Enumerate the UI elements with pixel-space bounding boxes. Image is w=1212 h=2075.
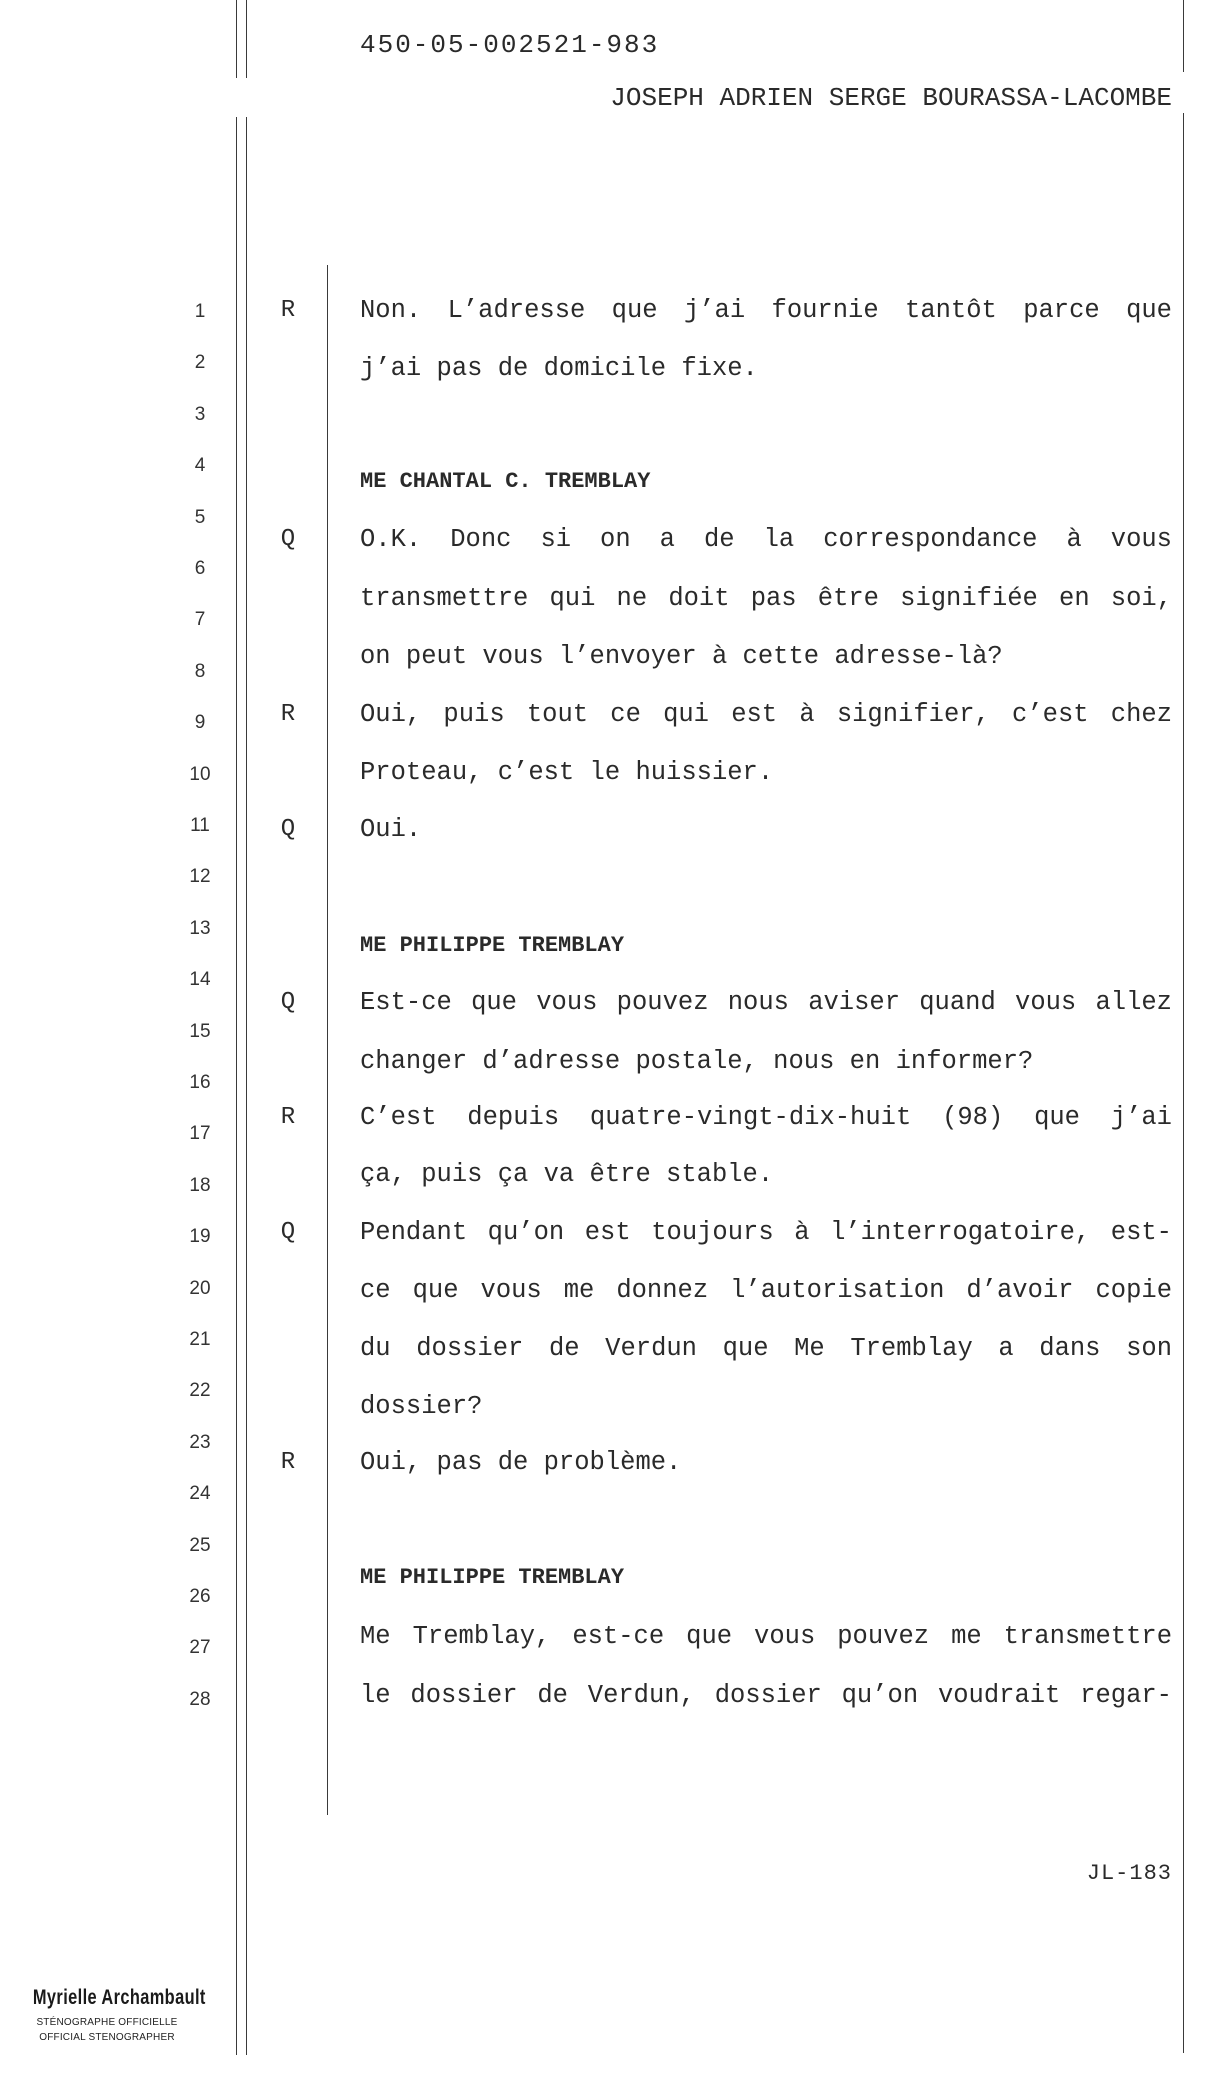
question-marker: Q [280, 816, 296, 843]
line-number: 17 [189, 1123, 211, 1145]
line-number: 27 [189, 1637, 211, 1659]
left-margin-rule-outer-top [236, 0, 237, 78]
transcript-line: changer d’adresse postale, nous en informer? [360, 1047, 1034, 1076]
stenographer-stamp [12, 1985, 206, 2045]
question-marker: Q [280, 526, 296, 553]
stenographer-title-fr: STÉNOGRAPHE OFFICIELLE [36, 2017, 178, 2028]
speaker-column-rule [327, 265, 328, 1815]
line-number: 18 [189, 1174, 211, 1196]
line-number: 20 [189, 1277, 211, 1299]
transcript-line: on peut vous l’envoyer à cette adresse-là? [360, 642, 1003, 671]
transcript-line: du dossier de Verdun que Me Tremblay a dans son [360, 1334, 1172, 1363]
line-number: 2 [194, 352, 206, 374]
line-number: 25 [189, 1534, 211, 1556]
line-number: 19 [189, 1226, 211, 1248]
answer-marker: R [280, 1449, 296, 1476]
transcript-line: Me Tremblay, est-ce que vous pouvez me transmettre [360, 1622, 1172, 1651]
transcript-line: Oui, puis tout ce qui est à signifier, c’est chez [360, 700, 1172, 729]
speaker-heading: ME PHILIPPE TREMBLAY [360, 933, 625, 958]
answer-marker: R [280, 1104, 296, 1131]
transcript-line: transmettre qui ne doit pas être signifiée en soi, [360, 584, 1172, 613]
transcript-line: Oui. [360, 815, 422, 844]
line-number: 11 [190, 815, 210, 836]
left-margin-rule-inner-top [246, 0, 247, 78]
transcript-line: Est-ce que vous pouvez nous aviser quand vous allez [360, 988, 1172, 1017]
transcript-line: ça, puis ça va être stable. [360, 1160, 774, 1189]
line-number: 10 [189, 763, 211, 785]
line-number: 26 [189, 1586, 211, 1607]
line-number: 14 [189, 969, 211, 991]
answer-marker: R [280, 701, 296, 728]
line-number: 15 [189, 1020, 211, 1042]
case-number: 450-05-002521-983 [360, 30, 660, 60]
page-reference: JL-183 [1086, 1861, 1172, 1886]
answer-marker: R [280, 297, 296, 324]
transcript-line: Pendant qu’on est toujours à l’interrogatoire, est- [360, 1218, 1172, 1247]
line-number: 4 [194, 455, 206, 477]
line-number: 9 [194, 712, 206, 734]
line-number: 22 [189, 1380, 211, 1402]
speaker-heading: ME CHANTAL C. TREMBLAY [360, 469, 651, 494]
left-margin-rule-outer [236, 117, 237, 2055]
line-number: 28 [189, 1688, 211, 1710]
transcript-line: j’ai pas de domicile fixe. [360, 354, 758, 383]
transcript-line: le dossier de Verdun, dossier qu’on voudrait regar- [360, 1681, 1172, 1710]
line-number: 13 [189, 917, 211, 939]
transcript-line: dossier? [360, 1392, 483, 1421]
line-number: 6 [194, 558, 206, 579]
line-number: 16 [189, 1072, 211, 1093]
question-marker: Q [280, 1219, 296, 1246]
transcript-line: Non. L’adresse que j’ai fournie tantôt parce que [360, 296, 1172, 325]
transcript-line: C’est depuis quatre-vingt-dix-huit (98) que j’ai [360, 1103, 1172, 1132]
line-number: 21 [189, 1329, 211, 1350]
stenographer-name: Myrielle Archambault [32, 1986, 206, 2009]
left-margin-rule-inner [246, 117, 247, 2055]
line-number: 24 [189, 1483, 211, 1505]
line-number: 5 [194, 506, 206, 528]
transcript-line: ce que vous me donnez l’autorisation d’avoir copie [360, 1276, 1172, 1305]
line-number: 8 [194, 660, 206, 682]
right-margin-rule [1183, 113, 1184, 2053]
line-number: 23 [189, 1431, 211, 1453]
line-number: 12 [189, 866, 211, 888]
transcript-line: O.K. Donc si on a de la correspondance à vous [360, 525, 1172, 554]
question-marker: Q [280, 989, 296, 1016]
right-margin-rule-top [1183, 0, 1184, 72]
witness-name: JOSEPH ADRIEN SERGE BOURASSA-LACOMBE [610, 83, 1172, 113]
line-number: 3 [194, 403, 206, 425]
transcript-line: Proteau, c’est le huissier. [360, 758, 774, 787]
line-number: 7 [194, 609, 206, 631]
speaker-heading: ME PHILIPPE TREMBLAY [360, 1565, 625, 1590]
transcript-line: Oui, pas de problème. [360, 1448, 682, 1477]
line-number: 1 [194, 301, 206, 322]
stenographer-title-en: OFFICIAL STENOGRAPHER [39, 2032, 175, 2043]
